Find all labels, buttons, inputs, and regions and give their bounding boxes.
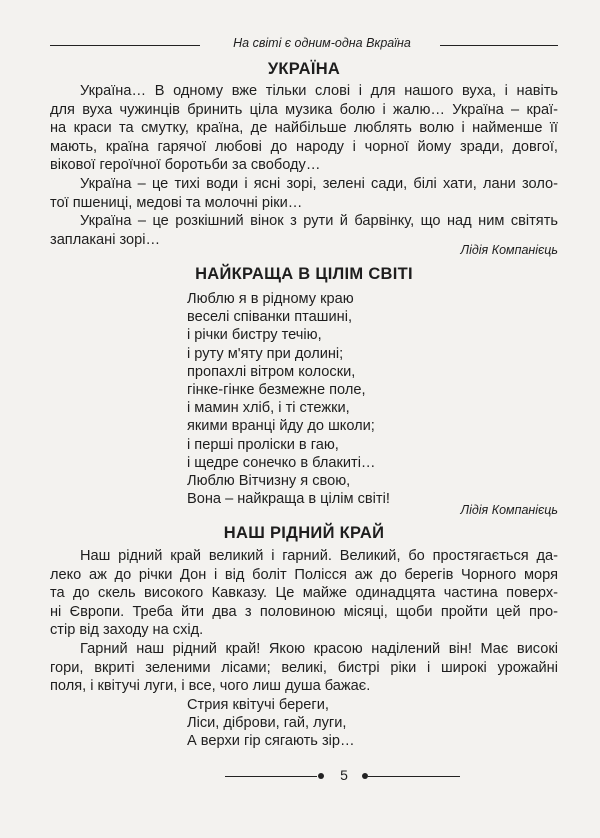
running-header [50,34,558,54]
text-line: Гарний наш рідний край! Якою красою наділений він! Має високі [80,640,558,657]
poem-line: Люблю я в рідному краю [187,291,354,307]
text-line: заплакані зорі… [50,231,161,248]
running-title: На світі є одним-одна Вкраїна [233,36,411,50]
poem-line: пропахлі вітром колоски, [187,363,356,380]
header-rule-right [440,45,558,46]
text-line: Україна – це тихі води і ясні зорі, зелені сади, білі хати, лани золо- [80,175,558,192]
poem-line: Ліси, діброви, гай, луги, [187,715,347,732]
text-line: тої пшениці, медові та молочні ріки… [50,194,303,211]
author-signature: Лідія Компанієць [460,243,558,257]
poem-naikrashcha [187,290,390,508]
text-line: леко аж до річки Дон і від боліт Полісся аж до берегів Чорного моря [50,566,558,583]
poem-line: і руту м'яту при долині; [187,345,344,362]
header-rule-left [50,45,200,46]
footer-rule-left [225,776,317,777]
poem-line: Люблю Вітчизну я свою, [187,473,351,490]
text-line: вікової героїчної боротьби за свободу… [50,157,321,174]
text-line: мають, країна гарячої любові до народу і чорної йому зради, довгої, [50,138,558,155]
text-line: Україна… В одному вже тільки слові і для нашого вуха, і навіть [80,83,558,99]
section-title-nash-ridnyi-krai: НАШ РІДНИЙ КРАЙ [223,524,385,542]
text-line: стір від заходу на схід. [50,622,204,639]
text-line: та до скель високого Кавказу. Це майже одинадцята частина поверх- [50,585,558,602]
footer-dot-left [318,773,324,779]
page-number: 5 [340,767,348,783]
section-ukraina-text [50,82,558,249]
page-footer [50,766,558,790]
poem-stryia [187,696,355,751]
text-line: на краси та смутку, країна, де найбільше люблять волю і найменше її [50,120,558,137]
text-line: гори, вкриті зеленими лісами; великі, бистрі ріки і широкі урожайні [50,659,558,676]
text-line: Наш рідний край великий і гарний. Великий, бо простягається да- [80,548,558,564]
section-title-ukraina: УКРАЇНА [267,60,341,78]
poem-line: Стрия квітучі береги, [187,697,329,713]
author-signature: Лідія Компанієць [460,503,558,517]
poem-line: і щедре сонечко в блакиті… [187,454,376,471]
poem-line: А верхи гір сягають зір… [187,733,355,750]
poem-line: Вона – найкраща в цілім світі! [187,491,390,508]
section-nash-ridnyi-krai-text [50,547,558,696]
poem-line: і мамин хліб, і ті стежки, [187,400,350,417]
footer-rule-right [368,776,460,777]
section-title-naikrashcha: НАЙКРАЩА В ЦІЛІМ СВІТІ [195,265,413,283]
poem-line: і перші проліски в гаю, [187,436,339,453]
poem-line: веселі співанки пташині, [187,309,352,326]
poem-line: гінке-гінке безмежне поле, [187,382,366,399]
text-line: поля, і квітучі луги, і все, чого лиш душа бажає. [50,678,371,695]
poem-line: і річки бистру течію, [187,327,322,344]
text-line: ні Європи. Треба йти два з половиною місяці, щоби пройти цей про- [50,603,558,620]
text-line: для вуха чужинців бринить ціла музика болю і жалю… Україна – краї- [50,101,558,118]
poem-line: якими вранці йду до школи; [187,418,375,435]
text-line: Україна – це розкішний вінок з рути й барвінку, що над ним світять [80,213,558,230]
